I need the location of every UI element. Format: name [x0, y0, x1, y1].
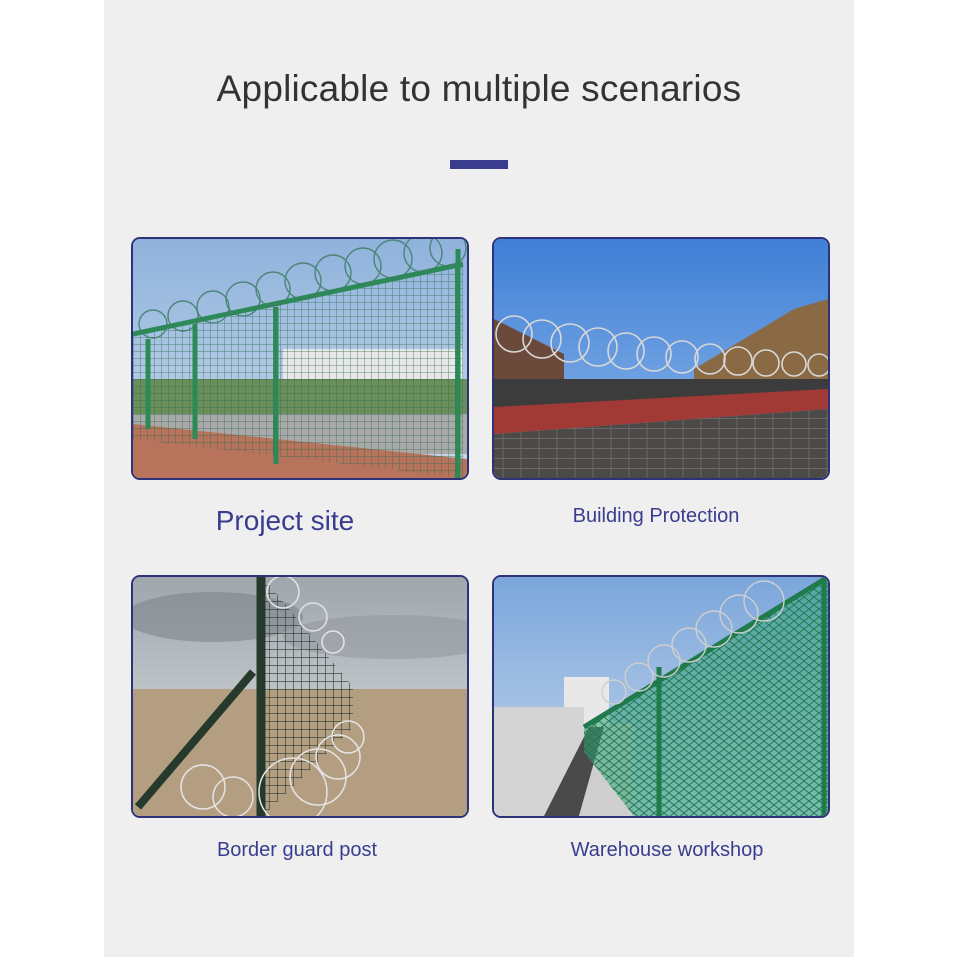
page-title: Applicable to multiple scenarios [216, 68, 742, 109]
caption-building-protection: Building Protection [572, 505, 740, 527]
border-guard-post-photo [131, 575, 469, 818]
caption-border-guard-post: Border guard post [216, 839, 378, 861]
project-site-photo [131, 237, 469, 480]
warehouse-workshop-photo [492, 575, 830, 818]
building-protection-photo [492, 237, 830, 480]
title-divider [450, 160, 508, 169]
caption-project-site: Project site [215, 505, 355, 536]
caption-warehouse-workshop: Warehouse workshop [570, 839, 764, 861]
